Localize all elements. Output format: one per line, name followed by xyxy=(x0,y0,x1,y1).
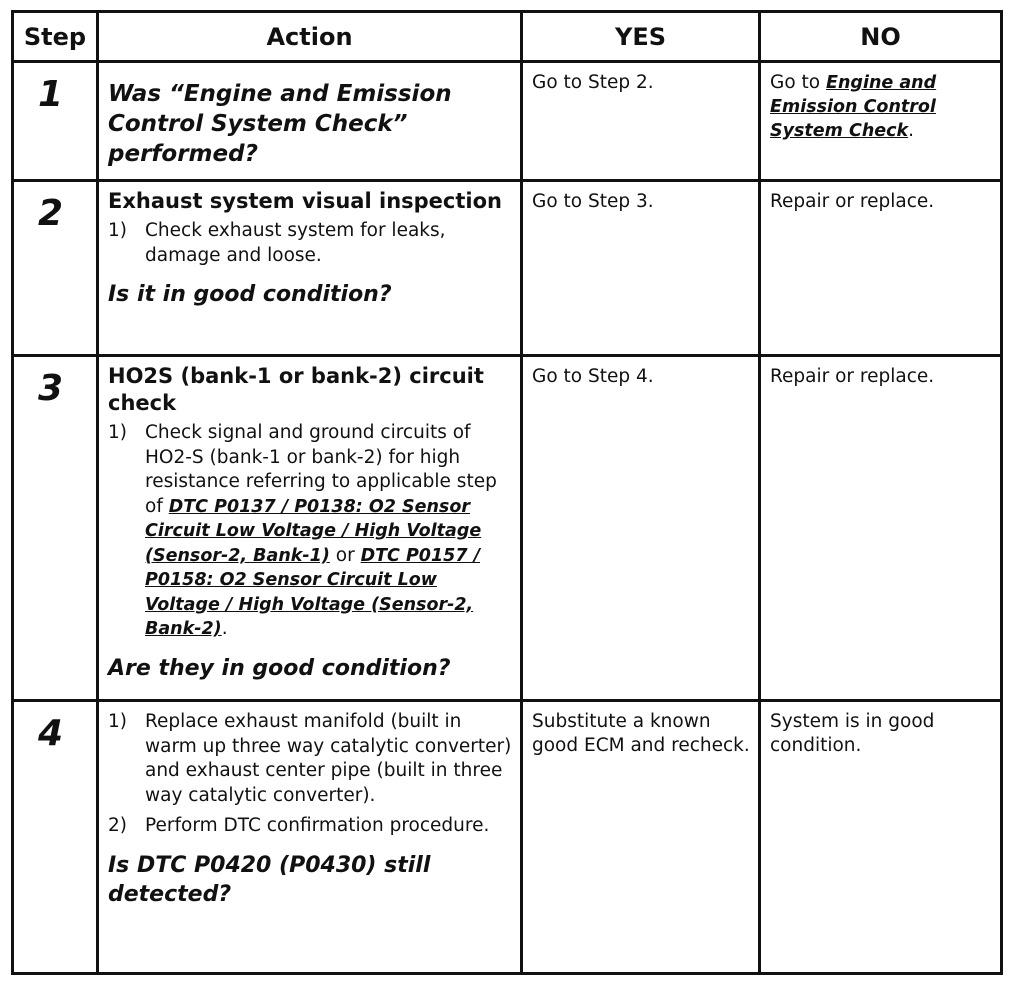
list-item xyxy=(108,421,512,642)
yes-text: Go to Step 4. xyxy=(532,366,654,387)
no-text: System is in good condition. xyxy=(770,711,935,756)
item-number: 1) xyxy=(108,422,127,443)
item-text xyxy=(145,421,512,642)
no-text xyxy=(761,63,1000,143)
action-cell xyxy=(98,181,522,356)
step-cell xyxy=(13,181,98,356)
item-text: Check exhaust system for leaks, damage and loose. xyxy=(145,220,446,266)
action-cell xyxy=(98,356,522,701)
engine-emission-check-link[interactable]: Engine and Emission Control System Check xyxy=(770,73,937,141)
step-number: 2 xyxy=(38,193,64,234)
no-text: Repair or replace. xyxy=(770,191,935,212)
item-text-or: or xyxy=(329,544,361,566)
table-row xyxy=(13,701,1002,974)
step-question: Was “Engine and Emission Control System Check” performed? xyxy=(108,81,452,167)
action-cell xyxy=(98,62,522,181)
item-text: Replace exhaust manifold (built in warm up three way catalytic converter) and exhaust center pipe (built in three way catalytic converter). xyxy=(145,711,512,806)
header-row xyxy=(13,12,1002,62)
header-no: NO xyxy=(760,12,1002,62)
item-text: Perform DTC confirmation procedure. xyxy=(145,815,490,836)
no-prefix: Go to xyxy=(770,72,826,93)
header-action: Action xyxy=(98,12,522,62)
diagnostic-table xyxy=(11,10,1003,975)
step-instructions xyxy=(108,421,512,642)
header-step: Step xyxy=(13,12,98,62)
step-question: Is it in good condition? xyxy=(108,282,392,307)
no-cell xyxy=(760,701,1002,974)
dtc-p0157-p0158-link[interactable]: DTC P0157 / P0158: O2 Sensor Circuit Low Voltage / High Voltage (Sensor-2, Bank-2) xyxy=(145,545,480,639)
step-question: Are they in good condition? xyxy=(108,655,451,681)
table-row xyxy=(13,62,1002,181)
step-number: 1 xyxy=(38,74,64,115)
yes-text: Go to Step 2. xyxy=(532,72,654,93)
item-number: 1) xyxy=(108,711,127,732)
step-title: Exhaust system visual inspection xyxy=(108,189,502,213)
no-cell xyxy=(760,62,1002,181)
list-item xyxy=(108,710,512,808)
step-instructions xyxy=(108,219,512,268)
dtc-p0137-p0138-link[interactable]: DTC P0137 / P0138: O2 Sensor Circuit Low Voltage / High Voltage (Sensor-2, Bank-1) xyxy=(145,496,482,566)
action-cell xyxy=(98,701,522,974)
step-question: Is DTC P0420 (P0430) still detected? xyxy=(108,852,431,907)
yes-text: Substitute a known good ECM and recheck. xyxy=(532,711,750,756)
list-item xyxy=(108,219,512,268)
step-instructions xyxy=(108,710,512,839)
table-row xyxy=(13,181,1002,356)
yes-cell xyxy=(522,181,760,356)
no-text: Repair or replace. xyxy=(770,366,935,387)
table-row xyxy=(13,356,1002,701)
step-number: 4 xyxy=(38,713,64,754)
list-item xyxy=(108,814,512,839)
yes-cell xyxy=(522,701,760,974)
no-cell xyxy=(760,356,1002,701)
item-text-lead: Check signal and ground circuits of HO2-S (bank-1 or bank-2) for high resistance referring to applicable step of xyxy=(145,422,497,517)
step-cell xyxy=(13,356,98,701)
yes-text: Go to Step 3. xyxy=(532,191,654,212)
no-cell xyxy=(760,181,1002,356)
header-yes: YES xyxy=(522,12,760,62)
item-number: 2) xyxy=(108,815,127,836)
no-suffix: . xyxy=(908,120,915,141)
item-number: 1) xyxy=(108,220,127,241)
step-cell xyxy=(13,62,98,181)
item-text-end: . xyxy=(221,618,228,639)
step-number: 3 xyxy=(38,368,64,409)
yes-cell xyxy=(522,356,760,701)
step-cell xyxy=(13,701,98,974)
yes-cell xyxy=(522,62,760,181)
step-title: HO2S (bank-1 or bank-2) circuit check xyxy=(108,364,484,415)
